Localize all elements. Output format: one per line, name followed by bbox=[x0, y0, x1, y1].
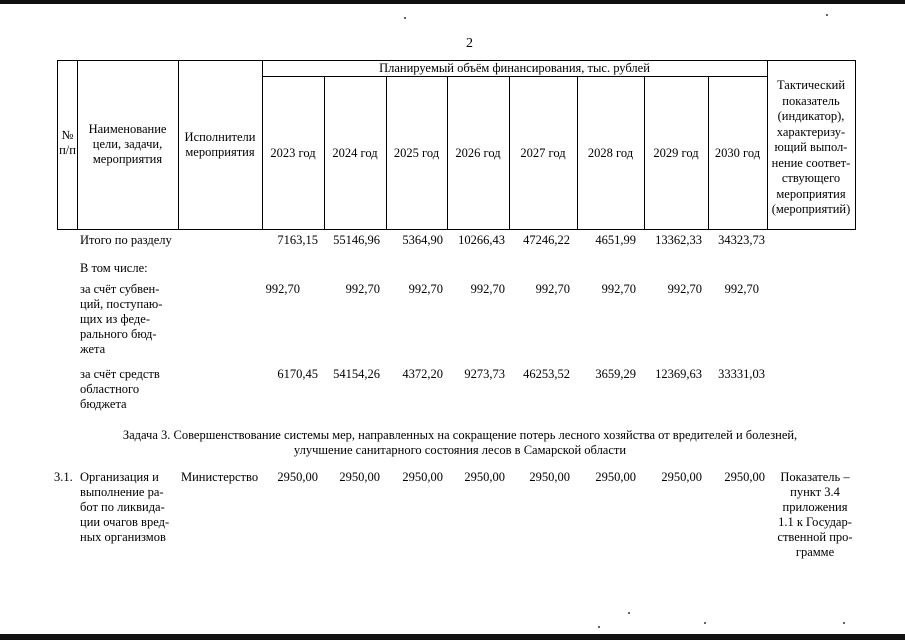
value-cell: 2950,00 bbox=[339, 470, 380, 484]
total-label: Итого по разделу bbox=[80, 233, 172, 247]
including-label: В том числе: bbox=[80, 261, 148, 275]
value-cell: 34323,73 bbox=[718, 233, 765, 247]
value-cell: 47246,22 bbox=[523, 233, 570, 247]
value-cell: 2950,00 bbox=[661, 470, 702, 484]
task3-title: Задача 3. Совершенствование системы мер, направленных на сокращение потерь лесного хозяйства от вредителей и болезней, улучшение санитарного состояния лесов в Самарской области bbox=[122, 428, 798, 457]
value-cell: 12369,63 bbox=[655, 367, 702, 381]
header-year: 2029 год bbox=[653, 146, 699, 160]
value-cell: 5364,90 bbox=[402, 233, 443, 247]
value-cell: 992,70 bbox=[535, 282, 570, 296]
bottom-scan-border bbox=[0, 634, 905, 640]
value-cell: 3659,29 bbox=[595, 367, 636, 381]
value-cell: 4372,20 bbox=[402, 367, 443, 381]
header-executors: Исполнители мероприятия bbox=[184, 130, 256, 159]
header-indicator: Тактический показатель (индикатор), характеризу- ющий выпол- нение соответ- ствующего мероприятия (мероприятий) bbox=[771, 78, 851, 216]
value-cell: 33331,03 bbox=[718, 367, 765, 381]
header-year: 2025 год bbox=[393, 146, 440, 160]
value-cell: 992,70 bbox=[724, 282, 759, 296]
item-indicator: Показатель – пункт 3.4 приложения 1.1 к Государ- ственной про- грамме bbox=[777, 470, 853, 559]
value-cell: 992,70 bbox=[265, 282, 300, 296]
value-cell: 4651,99 bbox=[595, 233, 636, 247]
value-cell: 992,70 bbox=[408, 282, 443, 296]
value-cell: 13362,33 bbox=[655, 233, 702, 247]
col-line bbox=[855, 60, 856, 230]
header-year: 2027 год bbox=[520, 146, 566, 160]
value-cell: 54154,26 bbox=[333, 367, 380, 381]
value-cell: 6170,45 bbox=[277, 367, 318, 381]
header-funding-title: Планируемый объём финансирования, тыс. рублей bbox=[379, 61, 650, 75]
regional-label: за счёт средств областного бюджета bbox=[80, 367, 160, 411]
scan-speck bbox=[404, 17, 406, 19]
header-bottom-line bbox=[57, 229, 855, 230]
federal-label: за счёт субвен- ций, поступаю- щих из феде- рального бюд- жета bbox=[80, 282, 163, 356]
item-executor: Министерство bbox=[181, 470, 259, 484]
value-cell: 2950,00 bbox=[529, 470, 570, 484]
top-scan-border bbox=[0, 0, 905, 4]
value-cell: 2950,00 bbox=[402, 470, 443, 484]
item-number: 3.1. bbox=[54, 470, 73, 484]
value-cell: 7163,15 bbox=[277, 233, 318, 247]
scan-speck bbox=[843, 622, 845, 624]
page-number: 2 bbox=[466, 36, 473, 51]
value-cell: 2950,00 bbox=[724, 470, 765, 484]
header-year: 2023 год bbox=[270, 146, 316, 160]
scan-speck bbox=[704, 622, 706, 624]
value-cell: 2950,00 bbox=[464, 470, 505, 484]
scan-speck bbox=[826, 14, 828, 16]
value-cell: 992,70 bbox=[667, 282, 702, 296]
value-cell: 46253,52 bbox=[523, 367, 570, 381]
col-line bbox=[262, 60, 263, 230]
value-cell: 55146,96 bbox=[333, 233, 380, 247]
header-year: 2026 год bbox=[455, 146, 501, 160]
scan-speck bbox=[628, 612, 630, 614]
header-year: 2024 год bbox=[332, 146, 378, 160]
value-cell: 992,70 bbox=[601, 282, 636, 296]
header-number: № п/п bbox=[59, 128, 76, 157]
value-cell: 10266,43 bbox=[458, 233, 505, 247]
header-name: Наименование цели, задачи, мероприятия bbox=[88, 122, 167, 166]
scan-speck bbox=[598, 626, 600, 628]
header-year: 2030 год bbox=[714, 146, 761, 160]
value-cell: 2950,00 bbox=[595, 470, 636, 484]
years-top-line bbox=[262, 76, 767, 77]
value-cell: 9273,73 bbox=[464, 367, 505, 381]
header-year: 2028 год bbox=[587, 146, 634, 160]
item-name: Организация и выполнение ра- бот по ликвида- ции очагов вред- ных организмов bbox=[80, 470, 170, 544]
value-cell: 992,70 bbox=[470, 282, 505, 296]
value-cell: 992,70 bbox=[345, 282, 380, 296]
value-cell: 2950,00 bbox=[277, 470, 318, 484]
